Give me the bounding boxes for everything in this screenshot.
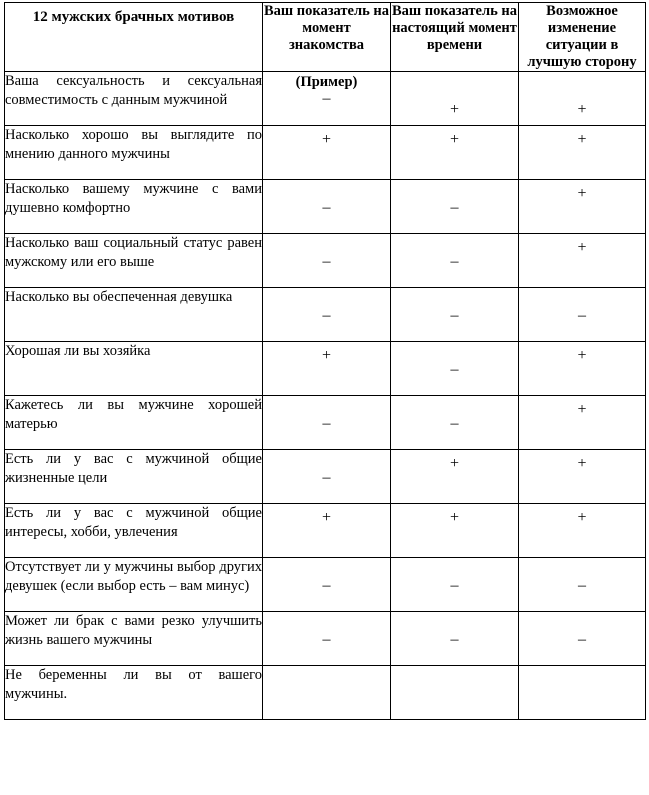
motive-question: Есть ли у вас с мужчиной общие жизненные цели — [5, 450, 263, 504]
mark-wrap — [263, 666, 390, 686]
mark-cell-3[interactable] — [519, 72, 646, 126]
mark-symbol: – — [322, 415, 331, 433]
column-header-at-meeting: Ваш показатель на момент знакомства — [263, 3, 391, 72]
mark-wrap — [519, 342, 645, 364]
mark-symbol: + — [449, 101, 460, 119]
mark-symbol: + — [321, 509, 332, 527]
mark-symbol: – — [578, 631, 586, 649]
example-label: (Пример) — [295, 74, 358, 91]
mark-symbol: – — [450, 307, 459, 325]
mark-wrap — [519, 180, 645, 202]
motive-question: Есть ли у вас с мужчиной общие интересы, хобби, увлечения — [5, 504, 263, 558]
mark-symbol: + — [577, 347, 587, 365]
mark-cell-3[interactable] — [519, 558, 646, 612]
mark-symbol: + — [577, 239, 587, 257]
mark-cell-2[interactable] — [391, 666, 519, 720]
mark-wrap — [519, 72, 645, 118]
mark-symbol: + — [449, 455, 460, 473]
mark-symbol: + — [577, 101, 587, 119]
mark-symbol: – — [450, 253, 459, 271]
mark-wrap — [391, 666, 518, 686]
motive-question: Отсутствует ли у мужчины выбор других девушек (если выбор есть – вам минус) — [5, 558, 263, 612]
mark-wrap — [263, 396, 390, 432]
motive-question: Насколько вы обеспеченная девушка — [5, 288, 263, 342]
mark-wrap — [263, 234, 390, 270]
mark-cell-2[interactable] — [391, 558, 519, 612]
mark-symbol — [519, 666, 645, 686]
mark-wrap — [391, 504, 518, 526]
mark-cell-3[interactable] — [519, 666, 646, 720]
mark-cell-2[interactable] — [391, 288, 519, 342]
mark-symbol: – — [322, 577, 331, 595]
mark-symbol: – — [450, 361, 459, 379]
mark-symbol: – — [450, 631, 459, 649]
motive-question: Насколько хорошо вы выглядите по мнению данного мужчины — [5, 126, 263, 180]
mark-symbol: + — [449, 131, 460, 149]
mark-wrap — [519, 666, 645, 686]
mark-symbol: – — [450, 577, 459, 595]
mark-wrap — [391, 234, 518, 270]
mark-symbol: + — [577, 455, 587, 473]
mark-wrap — [263, 126, 390, 148]
mark-symbol: – — [322, 90, 331, 108]
mark-wrap — [519, 126, 645, 148]
mark-cell-3[interactable] — [519, 180, 646, 234]
table-row — [5, 288, 646, 342]
mark-wrap — [263, 72, 390, 107]
mark-symbol: + — [449, 509, 460, 527]
table-header — [5, 3, 646, 72]
mark-cell-2[interactable] — [391, 234, 519, 288]
mark-wrap — [263, 612, 390, 648]
motive-question: Не беременны ли вы от вашего мужчины. — [5, 666, 263, 720]
mark-wrap — [391, 558, 518, 594]
table-row — [5, 72, 646, 126]
motive-question: Может ли брак с вами резко улучшить жизнь вашего мужчины — [5, 612, 263, 666]
mark-symbol: – — [322, 307, 331, 325]
document-page — [0, 2, 649, 795]
table-row — [5, 234, 646, 288]
mark-cell-2[interactable] — [391, 396, 519, 450]
mark-wrap — [391, 450, 518, 472]
mark-symbol: + — [577, 401, 587, 419]
table-row — [5, 396, 646, 450]
mark-wrap — [391, 72, 518, 118]
mark-symbol: + — [321, 131, 332, 149]
mark-wrap — [519, 558, 645, 594]
mark-wrap — [519, 396, 645, 418]
marriage-motives-table — [4, 2, 646, 720]
mark-cell-1[interactable] — [263, 234, 391, 288]
mark-cell-1[interactable] — [263, 342, 391, 396]
mark-cell-3[interactable] — [519, 288, 646, 342]
mark-cell-1[interactable] — [263, 396, 391, 450]
mark-cell-2[interactable] — [391, 504, 519, 558]
mark-cell-3[interactable] — [519, 450, 646, 504]
mark-symbol: + — [577, 185, 587, 203]
mark-wrap — [519, 234, 645, 256]
mark-cell-2[interactable] — [391, 180, 519, 234]
mark-symbol: – — [450, 199, 459, 217]
mark-cell-1[interactable] — [263, 450, 391, 504]
table-row — [5, 180, 646, 234]
motive-question: Насколько ваш социальный статус равен мужскому или его выше — [5, 234, 263, 288]
mark-wrap — [519, 504, 645, 526]
mark-cell-2[interactable] — [391, 72, 519, 126]
mark-cell-3[interactable] — [519, 126, 646, 180]
mark-wrap — [263, 342, 390, 364]
mark-cell-3[interactable] — [519, 612, 646, 666]
mark-cell-3[interactable] — [519, 342, 646, 396]
motive-question: Хорошая ли вы хозяйка — [5, 342, 263, 396]
mark-cell-3[interactable] — [519, 396, 646, 450]
mark-symbol: – — [322, 199, 331, 217]
mark-wrap — [391, 180, 518, 216]
mark-cell-1[interactable] — [263, 612, 391, 666]
motive-question: Кажетесь ли вы мужчине хорошей матерью — [5, 396, 263, 450]
mark-wrap — [263, 504, 390, 526]
column-header-motives: 12 мужских брачных мотивов — [5, 3, 263, 72]
table-row — [5, 558, 646, 612]
mark-wrap — [519, 450, 645, 472]
mark-symbol: + — [577, 509, 587, 527]
mark-symbol: + — [577, 131, 587, 149]
mark-cell-1[interactable] — [263, 504, 391, 558]
mark-cell-3[interactable] — [519, 504, 646, 558]
mark-symbol: – — [578, 307, 586, 325]
table-body — [5, 72, 646, 720]
mark-symbol — [391, 666, 518, 686]
mark-wrap — [263, 180, 390, 216]
mark-cell-1[interactable] — [263, 126, 391, 180]
mark-cell-2[interactable] — [391, 126, 519, 180]
motive-question: Насколько вашему мужчине с вами душевно комфортно — [5, 180, 263, 234]
mark-symbol: – — [322, 631, 331, 649]
mark-wrap — [391, 612, 518, 648]
mark-wrap — [391, 288, 518, 324]
mark-wrap — [263, 288, 390, 324]
mark-cell-1[interactable] — [263, 180, 391, 234]
column-header-possible-change: Возможное изменение ситуации в лучшую сторону — [519, 3, 646, 72]
table-row — [5, 612, 646, 666]
mark-symbol: – — [578, 577, 586, 595]
mark-cell-1[interactable] — [263, 288, 391, 342]
table-row — [5, 504, 646, 558]
mark-symbol: – — [450, 415, 459, 433]
mark-wrap — [391, 126, 518, 148]
column-header-now: Ваш показатель на настоящий момент времени — [391, 3, 519, 72]
mark-wrap — [519, 288, 645, 324]
mark-symbol — [263, 666, 390, 686]
mark-cell-1[interactable] — [263, 558, 391, 612]
mark-cell-1[interactable] — [263, 72, 391, 126]
mark-wrap — [263, 450, 390, 486]
table-row — [5, 342, 646, 396]
mark-symbol: – — [322, 469, 331, 487]
mark-wrap — [519, 612, 645, 648]
table-row — [5, 450, 646, 504]
mark-cell-2[interactable] — [391, 450, 519, 504]
table-header-row — [5, 3, 646, 72]
mark-wrap — [391, 396, 518, 432]
table-row — [5, 126, 646, 180]
mark-cell-2[interactable] — [391, 612, 519, 666]
mark-wrap — [263, 558, 390, 594]
mark-cell-3[interactable] — [519, 234, 646, 288]
mark-symbol: + — [321, 347, 332, 365]
mark-cell-2[interactable] — [391, 342, 519, 396]
mark-wrap — [391, 342, 518, 378]
mark-cell-1[interactable] — [263, 666, 391, 720]
table-row — [5, 666, 646, 720]
mark-symbol: – — [322, 253, 331, 271]
motive-question: Ваша сексуальность и сексуальная совместимость с данным мужчиной — [5, 72, 263, 126]
